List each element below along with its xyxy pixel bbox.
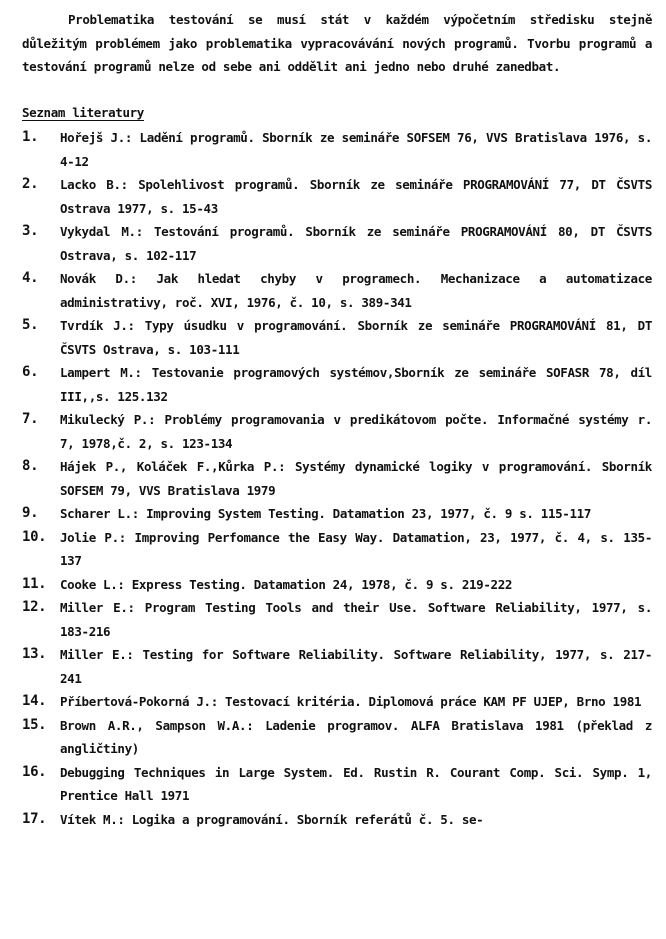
- reference-number: 9.: [22, 505, 39, 521]
- reference-item: [22, 220, 652, 267]
- reference-text: Vykydal M.: Testování programů. Sborník ze semináře PROGRAMOVÁNÍ 80, DT ČSVTS Ostrava, s. 102-117: [60, 224, 652, 263]
- reference-item: [22, 573, 652, 597]
- reference-number: 8.: [22, 458, 39, 474]
- reference-number: 7.: [22, 411, 39, 427]
- intro-paragraph: Problematika testování se musí stát v každém výpočetním středisku stejně důležitým problémem jako problematika vypracovávání nových programů. Tvorbu programů a testování programů nelze od sebe ani oddělit ani jedno nebo druhé zanedbat.: [22, 12, 652, 74]
- reference-text: Příbertová-Pokorná J.: Testovací kritéria. Diplomová práce KAM PF UJEP, Brno 1981: [60, 694, 642, 709]
- reference-number: 4.: [22, 270, 39, 286]
- reference-item: [22, 808, 652, 832]
- reference-item: [22, 714, 652, 761]
- reference-number: 3.: [22, 223, 39, 239]
- reference-number: 6.: [22, 364, 39, 380]
- reference-text: Mikulecký P.: Problémy programovania v predikátovom počte. Informačné systémy r. 7, 1978,č. 2, s. 123-134: [60, 412, 652, 451]
- reference-number: 15.: [22, 716, 47, 733]
- reference-item: [22, 761, 652, 808]
- reference-text: Tvrdík J.: Typy úsudku v programování. Sborník ze semináře PROGRAMOVÁNÍ 81, DT ČSVTS Ostrava, s. 103-111: [60, 318, 652, 357]
- reference-text: Debugging Techniques in Large System. Ed. Rustin R. Courant Comp. Sci. Symp. 1, Prentice Hall 1971: [60, 764, 652, 803]
- reference-item: [22, 126, 652, 173]
- reference-item: [22, 526, 652, 573]
- reference-item: [22, 596, 652, 643]
- reference-item: [22, 455, 652, 502]
- reference-list: [22, 126, 652, 831]
- reference-text: Lacko B.: Spolehlivost programů. Sborník ze semináře PROGRAMOVÁNÍ 77, DT ČSVTS Ostrava 1977, s. 15-43: [60, 177, 652, 216]
- reference-item: [22, 267, 652, 314]
- reference-text: Cooke L.: Express Testing. Datamation 24, 1978, č. 9 s. 219-222: [60, 576, 513, 592]
- reference-number: 5.: [22, 317, 39, 333]
- reference-item: [22, 408, 652, 455]
- reference-number: 11.: [22, 575, 47, 592]
- reference-text: Jolie P.: Improving Perfomance the Easy Way. Datamation, 23, 1977, č. 4, s. 135-137: [60, 529, 652, 568]
- reference-number: 17.: [22, 810, 47, 827]
- reference-item: [22, 502, 652, 526]
- reference-text: Vítek M.: Logika a programování. Sborník referátů č. 5. se-: [60, 811, 484, 827]
- reference-text: Miller E.: Testing for Software Reliability. Software Reliability, 1977, s. 217-241: [60, 647, 652, 686]
- reference-number: 12.: [22, 599, 47, 615]
- reference-item: [22, 314, 652, 361]
- section-title: Seznam literatury: [22, 104, 144, 120]
- reference-text: Lampert M.: Testovanie programových systémov,Sborník ze semináře SOFASR 78, díl III,,s. 125.132: [60, 365, 652, 404]
- reference-number: 1.: [22, 129, 39, 145]
- reference-text: Hořejš J.: Ladění programů. Sborník ze semináře SOFSEM 76, VVS Bratislava 1976, s. 4-12: [60, 130, 652, 169]
- reference-item: [22, 690, 652, 714]
- reference-item: [22, 643, 652, 690]
- reference-text: Brown A.R., Sampson W.A.: Ladenie programov. ALFA Bratislava 1981 (překlad z angličtiny): [60, 717, 652, 756]
- reference-text: Scharer L.: Improving System Testing. Datamation 23, 1977, č. 9 s. 115-117: [60, 506, 591, 521]
- reference-text: Miller E.: Program Testing Tools and their Use. Software Reliability, 1977, s. 183-216: [60, 600, 652, 639]
- reference-number: 2.: [22, 176, 39, 192]
- reference-text: Novák D.: Jak hledat chyby v programech. Mechanizace a automatizace administrativy, roč. XVI, 1976, č. 10, s. 389-341: [60, 271, 652, 310]
- reference-number: 14.: [22, 693, 47, 709]
- reference-item: [22, 361, 652, 408]
- reference-text: Hájek P., Koláček F.,Kůrka P.: Systémy dynamické logiky v programování. Sborník SOFSEM 79, VVS Bratislava 1979: [60, 459, 652, 498]
- reference-number: 16.: [22, 763, 47, 780]
- reference-item: [22, 173, 652, 220]
- reference-number: 10.: [22, 528, 47, 545]
- reference-number: 13.: [22, 646, 47, 662]
